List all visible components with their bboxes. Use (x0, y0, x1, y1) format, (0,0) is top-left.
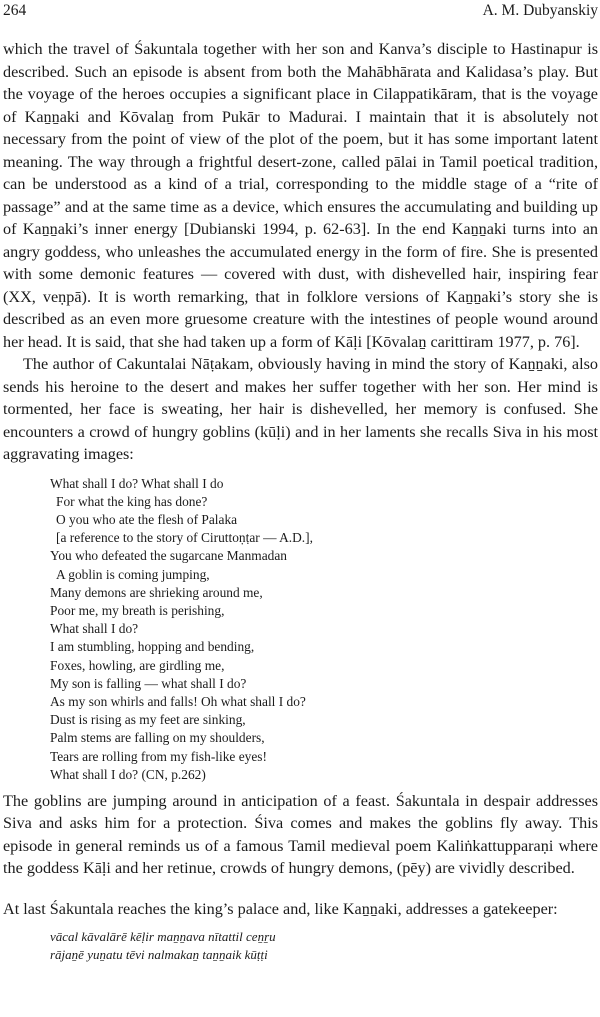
verse-line: [a reference to the story of Ciruttoṇṭar — A.D.], (56, 530, 313, 546)
paragraph: The author of Cakuntalai Nāṭakam, obviously having in mind the story of Kaṉṉaki, also sends his heroine to the desert and makes her suffer together with her son. Her mind is tormented, her face is sweating, her hair is dishevelled, her memory is confused. She encounters a crowd of hungry goblins (kūḷi) and in her laments she recalls Siva in his most aggravating images: (3, 355, 598, 463)
verse-line: You who defeated the sugarcane Manmadan (50, 548, 287, 564)
tamil-verse-quote (50, 928, 598, 964)
verse-line: O you who ate the flesh of Palaka (56, 511, 238, 527)
tamil-verse-line: rājaṉē yuṉatu tēvi nalmakaṉ taṉṉaik kūṭṭi (50, 947, 268, 963)
verse-line: Tears are rolling from my fish-like eyes! (50, 748, 267, 764)
verse-line: Poor me, my breath is perishing, (50, 602, 225, 618)
paragraph: The goblins are jumping around in anticipation of a feast. Śakuntala in despair addresses Siva and asks him for a protection. Śiva comes and makes the goblins fly away. This episode in general reminds us of a famous Tamil medieval poem Kaliṅkattupparaṇi where the goddess Kāḷi and her retinue, crowds of hungry demons, (pēy) are vividly described. (3, 791, 598, 878)
page-body (3, 38, 598, 964)
running-head-author: A. M. Dubyanskiy (482, 2, 598, 19)
verse-line: I am stumbling, hopping and bending, (50, 639, 255, 655)
verse-line: Dust is rising as my feet are sinking, (50, 712, 246, 728)
running-header (3, 0, 598, 24)
verse-line: What shall I do? (50, 621, 139, 637)
verse-line: My son is falling — what shall I do? (50, 675, 247, 691)
verse-line: As my son whirls and falls! Oh what shall I do? (50, 693, 306, 709)
verse-quote (50, 475, 598, 784)
page-number: 264 (3, 2, 27, 19)
verse-line: For what the king has done? (56, 493, 208, 509)
paragraph: which the travel of Śakuntala together with her son and Kanva’s disciple to Hastinapur is described. Such an episode is absent from both the Mahābhārata and Kalidasa’s play. But the voyage of the heroes occupies a significant place in Cilappatikāram, that is the voyage of Kaṉṉaki and Kōvalaṉ from Pukār to Madurai. I maintain that it is absolutely not necessary from the point of view of the plot of the poem, but it has some important latent meaning. The way through a frightful desert-zone, called pālai in Tamil poetical tradition, can be understood as a kind of a trial, corresponding to the middle stage of a “rite of passage” and at the same time as a device, which ensures the accumulating and building up of Kaṉṉaki’s inner energy [Dubianski 1994, p. 62-63]. In the end Kaṉṉaki turns into an angry goddess, who unleashes the accumulated energy in the form of fire. She is presented with some demonic features — covered with dust, with dishevelled hair, inspiring fear (XX, veṇpā). It is worth remarking, that in folklore versions of Kaṉṉaki’s story she is described as an even more gruesome creature with the intestines of people wound around her head. It is said, that she had taken up a form of Kāḷi [Kōvalaṉ carittiram 1977, p. 76]. (3, 40, 598, 351)
verse-line: Many demons are shrieking around me, (50, 584, 263, 600)
verse-line: Palm stems are falling on my shoulders, (50, 730, 265, 746)
verse-line: What shall I do? (CN, p.262) (50, 766, 206, 782)
verse-line: What shall I do? What shall I do (50, 475, 224, 491)
verse-line: Foxes, howling, are girdling me, (50, 657, 225, 673)
paragraph: At last Śakuntala reaches the king’s palace and, like Kaṉṉaki, addresses a gatekeeper: (3, 899, 558, 918)
verse-line: A goblin is coming jumping, (56, 566, 210, 582)
tamil-verse-line: vācal kāvalārē kēḷir maṉṉava nītattil ceṉṟu (50, 929, 276, 945)
